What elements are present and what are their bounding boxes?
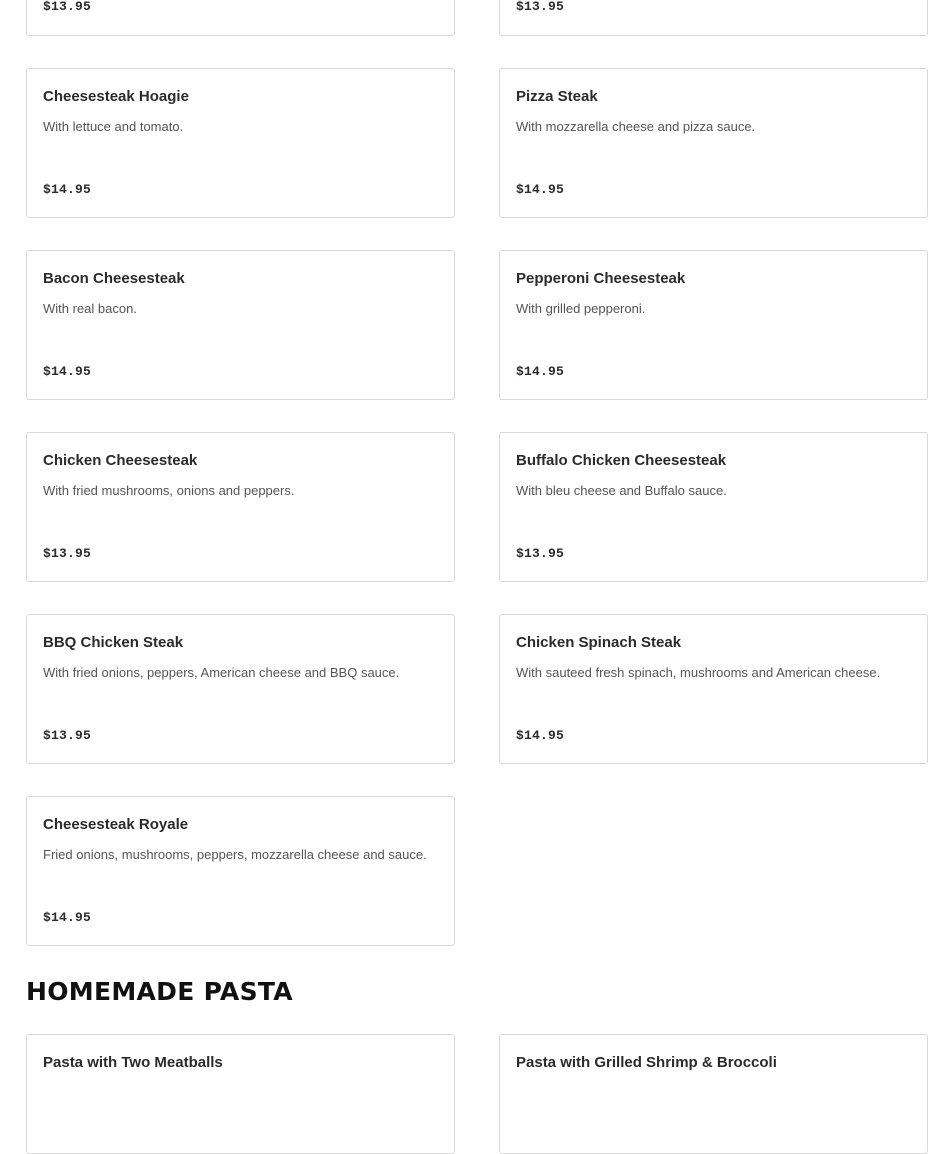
menu-item-description: With fried mushrooms, onions and peppers. (43, 483, 295, 498)
menu-item-name: Bacon Cheesesteak (43, 270, 185, 287)
menu-item-description: With lettuce and tomato. (43, 119, 184, 134)
menu-item-name: Chicken Cheesesteak (43, 452, 198, 469)
menu-item-description: With mozzarella cheese and pizza sauce. (516, 119, 756, 134)
menu-item-price: $13.95 (43, 546, 92, 561)
menu-item-price: $13.95 (43, 0, 92, 14)
menu-item-description: Fried onions, mushrooms, peppers, mozzarella cheese and sauce. (43, 847, 427, 862)
menu-item-price: $13.95 (43, 728, 92, 743)
menu-item-card[interactable] (26, 68, 455, 218)
menu-item-card[interactable] (26, 796, 455, 946)
menu-item-name: Cheesesteak Royale (43, 816, 189, 833)
menu-item-description: With sauteed fresh spinach, mushrooms and American cheese. (516, 665, 881, 680)
menu-item-card[interactable] (499, 68, 928, 218)
menu-item-card[interactable] (26, 614, 455, 764)
menu-item-price: $14.95 (43, 910, 92, 925)
menu-item-name: Cheesesteak Hoagie (43, 88, 189, 105)
menu-item-price: $14.95 (516, 182, 565, 197)
menu-item-price: $14.95 (43, 364, 92, 379)
menu-item-price: $14.95 (43, 182, 92, 197)
menu-item-name: Pasta with Grilled Shrimp & Broccoli (516, 1054, 777, 1071)
menu-item-price: $14.95 (516, 364, 565, 379)
menu-item-description: With grilled pepperoni. (516, 301, 646, 316)
menu-item-description: With bleu cheese and Buffalo sauce. (516, 483, 727, 498)
menu-item-name: Chicken Spinach Steak (516, 634, 682, 651)
menu-item-name: Buffalo Chicken Cheesesteak (516, 452, 727, 469)
section-heading-homemade-pasta: HOMEMADE PASTA (26, 977, 293, 1006)
menu-item-price: $13.95 (516, 0, 565, 14)
menu-item-description: With real bacon. (43, 301, 137, 316)
menu-item-card[interactable] (499, 614, 928, 764)
menu-item-name: Pizza Steak (516, 88, 598, 105)
menu-item-card[interactable] (499, 432, 928, 582)
menu-item-card[interactable] (26, 1034, 455, 1154)
menu-item-price: $14.95 (516, 728, 565, 743)
menu-item-name: Pasta with Two Meatballs (43, 1054, 223, 1071)
menu-item-card[interactable] (26, 0, 455, 36)
menu-item-description: With fried onions, peppers, American cheese and BBQ sauce. (43, 665, 400, 680)
menu-item-price: $13.95 (516, 546, 565, 561)
menu-item-card[interactable] (26, 432, 455, 582)
menu-item-name: Pepperoni Cheesesteak (516, 270, 686, 287)
menu-item-card[interactable] (499, 250, 928, 400)
menu-item-card[interactable] (499, 1034, 928, 1154)
menu-item-card[interactable] (499, 0, 928, 36)
menu-item-card[interactable] (26, 250, 455, 400)
menu-item-name: BBQ Chicken Steak (43, 634, 184, 651)
